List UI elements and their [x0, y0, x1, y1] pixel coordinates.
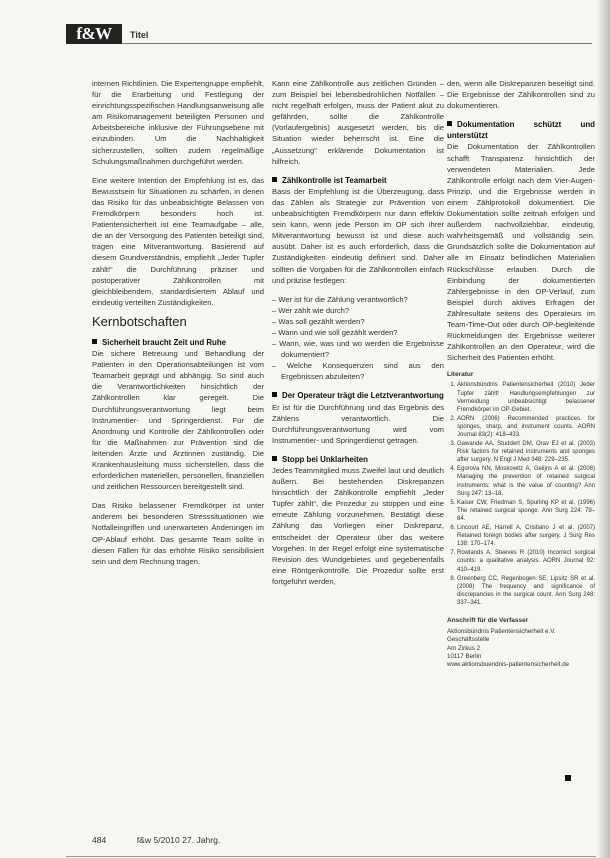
reference-item: 8. Greenberg CC, Regenbogen SE, Lipsitz SR et al. (2008) The frequency and significance of discrepancies in the surgical count. Ann Surg 248: 337–341. [457, 575, 595, 607]
paragraph: Die Dokumentation der Zählkontrollen schafft Transparenz hinsichtlich der verwendeten Materialien. Jede Zählkontrolle erfolgt nach dem Vier-Augen-Prinzip, und die Ergebnisse werden in einem Zählprotokoll dokumentiert. Die Dokumentation sollte zeitnah erfolgen und außerdem nachvollziehbar, eindeutig, wahrheitsgemäß und vollständig sein. Grundsätzlich sollte die Dokumentation auf alle im Einsatz befindlichen Materialien Rückschlüsse erlauben. Durch die Einbindung der dokumentierten Zählergebnisse in den OP-Verlauf, zum Beispiel durch aktives Erfragen der Zählresultate seitens des Operateurs im Team-Time-Out oder durch OP-begleitende Rückmeldungen der Ergebnisse weiterer Zählkontrollen an den Operateur, wird die Sicherheit des Patienten erhöht. [447, 142, 595, 363]
end-mark-icon [565, 775, 571, 781]
square-bullet-icon [272, 392, 277, 397]
paragraph: Er ist für die Durchführung und das Ergebnis des Zählens verantwortlich. Die Durchführungsverantwortung wird vom Instrumentier- und Springerdienst getragen. [272, 402, 444, 445]
section-heading: Sicherheit braucht Zeit und Ruhe [92, 337, 264, 348]
list-item: – Was soll gezählt werden? [272, 316, 365, 326]
footer-divider [66, 856, 596, 857]
paragraph: internen Richtlinien. Die Expertengruppe empfiehlt, für die Erarbeitung und Festlegung der einrichtungsspezifischen Handlungsanweisung alle am Risikomanagement beteiligten Personen und Arbeitsbereiche inklusive der Führungsebene mit einzubinden. Um die Nachhaltigkeit sicherzustellen, sollten zudem regelmäßige Schulungsmaßnahmen durchgeführt werden. [92, 79, 264, 166]
column-2 [272, 78, 444, 595]
page-footer [92, 835, 220, 845]
square-bullet-icon [447, 121, 452, 126]
author-line: 10117 Berlin [447, 652, 482, 660]
list-item: – Welche Konsequenzen sind aus den Ergebnissen abzuleiten? [272, 361, 444, 382]
reference-item: 7. Rowlands A, Steeves R (2010) Incorrect surgical counts: a qualitative analysis. AORN Journal 92: 410–419. [457, 549, 595, 573]
list-item: – Wer zählt wie durch? [272, 305, 350, 315]
header-title: Titel [130, 30, 149, 40]
author-line: Aktionsbündnis Patientensicherheit e.V. [447, 628, 556, 636]
list-item: – Wann und wie soll gezählt werden? [272, 327, 398, 337]
references-heading: Literatur [447, 371, 474, 379]
question-list [272, 294, 444, 383]
column-3 [447, 78, 595, 669]
column-1 [92, 78, 264, 575]
paragraph: Eine weitere Intention der Empfehlung ist es, das Bewusstsein für Situationen zu schärfen, in denen das Risiko für das unbeabsichtigte Belassen von Fremdkörpern besonders hoch ist. Patientensicherheit ist eine Teamaufgabe – alle, die an der Versorgung des Patienten beteiligt sind, tragen eine Mitverantwortung. Basierend auf diesem Grundverständnis, empfiehlt „Jeder Tupfer zählt!“ die Durchführung präziser und postoperativer Zählkontrollen mit gleichbleibendem, standardisiertem Ablauf und eindeutig verteilten Zuständigkeiten. [92, 175, 264, 307]
author-heading: Anschrift für die Verfasser [447, 616, 529, 624]
reference-item: 2. AORN (2006) Recommended practices for sponges, sharp, and instrument counts. AORN Journal 83(2): 418–433. [457, 415, 595, 439]
list-item: – Wann, wie, was und wo werden die Ergebnisse dokumentiert? [272, 339, 444, 360]
reference-item: 1. Aktionsbündnis Patientensicherheit (2010) Jeder Tupfer zählt! Handlungsempfehlungen zur Vermeidung unbeabsichtigt belassener Fremdkörper im OP-Gebiet. [457, 381, 595, 413]
page-number: 484 [92, 835, 107, 845]
paragraph: Die sichere Betreuung und Behandlung der Patienten in den Operationsabteilungen ist vom Teamarbeit geprägt und abhängig. So sind auch die Verantwortlichkeiten hinsichtlich der Zählkontrollen klar geregelt. Die Durchführungsverantwortung liegt beim Instrumentier- und Springerdienst. Für die Anordnung und Kontrolle der Zählkontrollen oder für die Maßnahmen zur Prävention sind die leitenden Ärzte und Ärztinnen zuständig. Die Krankenhausleitung muss sicherstellen, dass die erforderlichen materiellen, personellen, finanziellen und zeitlichen Ressourcen bereitgestellt sind. [92, 349, 264, 492]
section-heading: Dokumentation schützt und unterstützt [447, 120, 595, 141]
list-item: – Wer ist für die Zählung verantwortlich? [272, 294, 408, 304]
paragraph: Kann eine Zählkontrolle aus zeitlichen Gründen – zum Beispiel bei lebensbedrohlichen Notfällen – nicht regelhaft erfolgen, muss der Patient akut zu gefährden, sollte die Zählkontrolle (Vorlaufergebnis) ausgesetzt werden, bis die Situation wieder beherrscht ist. Eine die „Aussetzung“ erklärende Dokumentation ist hilfreich. [272, 79, 444, 166]
journal-logo: f&W [66, 24, 122, 44]
scan-shadow [596, 0, 610, 858]
section-heading: Zählkontrolle ist Teamarbeit [272, 175, 444, 186]
square-bullet-icon [272, 177, 277, 182]
author-line: Geschäftsstelle [447, 636, 490, 644]
section-heading: Der Operateur trägt die Letztverantwortung [272, 390, 444, 401]
paragraph: Basis der Empfehlung ist die Überzeugung, dass das Zählen als Strategie zur Prävention von unbeabsichtigten Fremdkörpern nur dann effektiv sein kann, wenn jede Person im OP sich ihrer Mitverantwortung bewusst ist und diese auch ausübt. Daher ist es auch erforderlich, dass die Zuständigkeiten eindeutig definiert sind. Daher sollten die Vorgaben für die Zählkontrollen einfach und präzise festlegen: [272, 186, 444, 285]
reference-item: 3. Gawande AA, Studdert DM, Orav EJ et al. (2003) Risk factors for retained instruments and sponges after surgery. N Engl J Med 348: 229–235. [457, 440, 595, 464]
reference-item: 4. Egorova NN, Moskowitz A, Gelijns A et al. (2008) Managing the prevention of retained surgical instruments: what is the value of counting? Ann Surg 247: 13–18. [457, 465, 595, 497]
paragraph: den, wenn alle Diskrepanzen beseitigt sind. Die Ergebnisse der Zählkontrollen sind zu dokumentieren. [447, 79, 595, 111]
paragraph: Jedes Teammitglied muss Zweifel laut und deutlich äußern. Bei bestehenden Diskrepanzen hinsichtlich der Zählkontrolle empfiehlt „Jeder Tupfer zählt“, die Prozedur zu stoppen und eine erneute Zählung vorzunehmen. Bestätigt diese Zählung das Vorliegen einer Diskrepanz, entscheidet der Operateur über das weitere Vorgehen. In der Regel erfolgt eine systematische Revision des Wundgebietes und gegebenenfalls eine Röntgenkontrolle. Die Prozedur sollte erst fortgeführt werden, [272, 466, 444, 586]
reference-item: 6. Lincourt AE, Harrell A, Cristiano J et al. (2007) Retained foreign bodies after surgery. J Surg Res 138: 170–174. [457, 524, 595, 548]
square-bullet-icon [92, 339, 97, 344]
journal-issue: f&w 5/2010 27. Jahrg. [136, 835, 221, 845]
references [447, 371, 595, 607]
paragraph: Das Risiko belassener Fremdkörper ist unter anderem bei besonderen Stresssituationen wie Notfalleingriffen und unerwarteten Änderungen im OP-Ablauf erhöht. Das gesamte Team sollte in diesen Fällen für das erhöhte Risiko sensibilisiert sein und dem Rechnung tragen. [92, 501, 264, 566]
section-kicker: Kernbotschaften [92, 313, 187, 329]
header-divider [122, 43, 592, 44]
section-heading: Stopp bei Unklarheiten [272, 454, 444, 465]
author-line: Am Zirkus 2 [447, 644, 481, 652]
author-address [447, 617, 595, 669]
reference-list [447, 381, 595, 607]
author-line: www.aktionsbuendnis-patientensicherheit.de [447, 660, 570, 668]
reference-item: 5. Kaiser CW, Friedman S, Spurling KP et al. (1996) The retained surgical sponge. Ann Surg 224: 79–84. [457, 499, 595, 523]
square-bullet-icon [272, 456, 277, 461]
